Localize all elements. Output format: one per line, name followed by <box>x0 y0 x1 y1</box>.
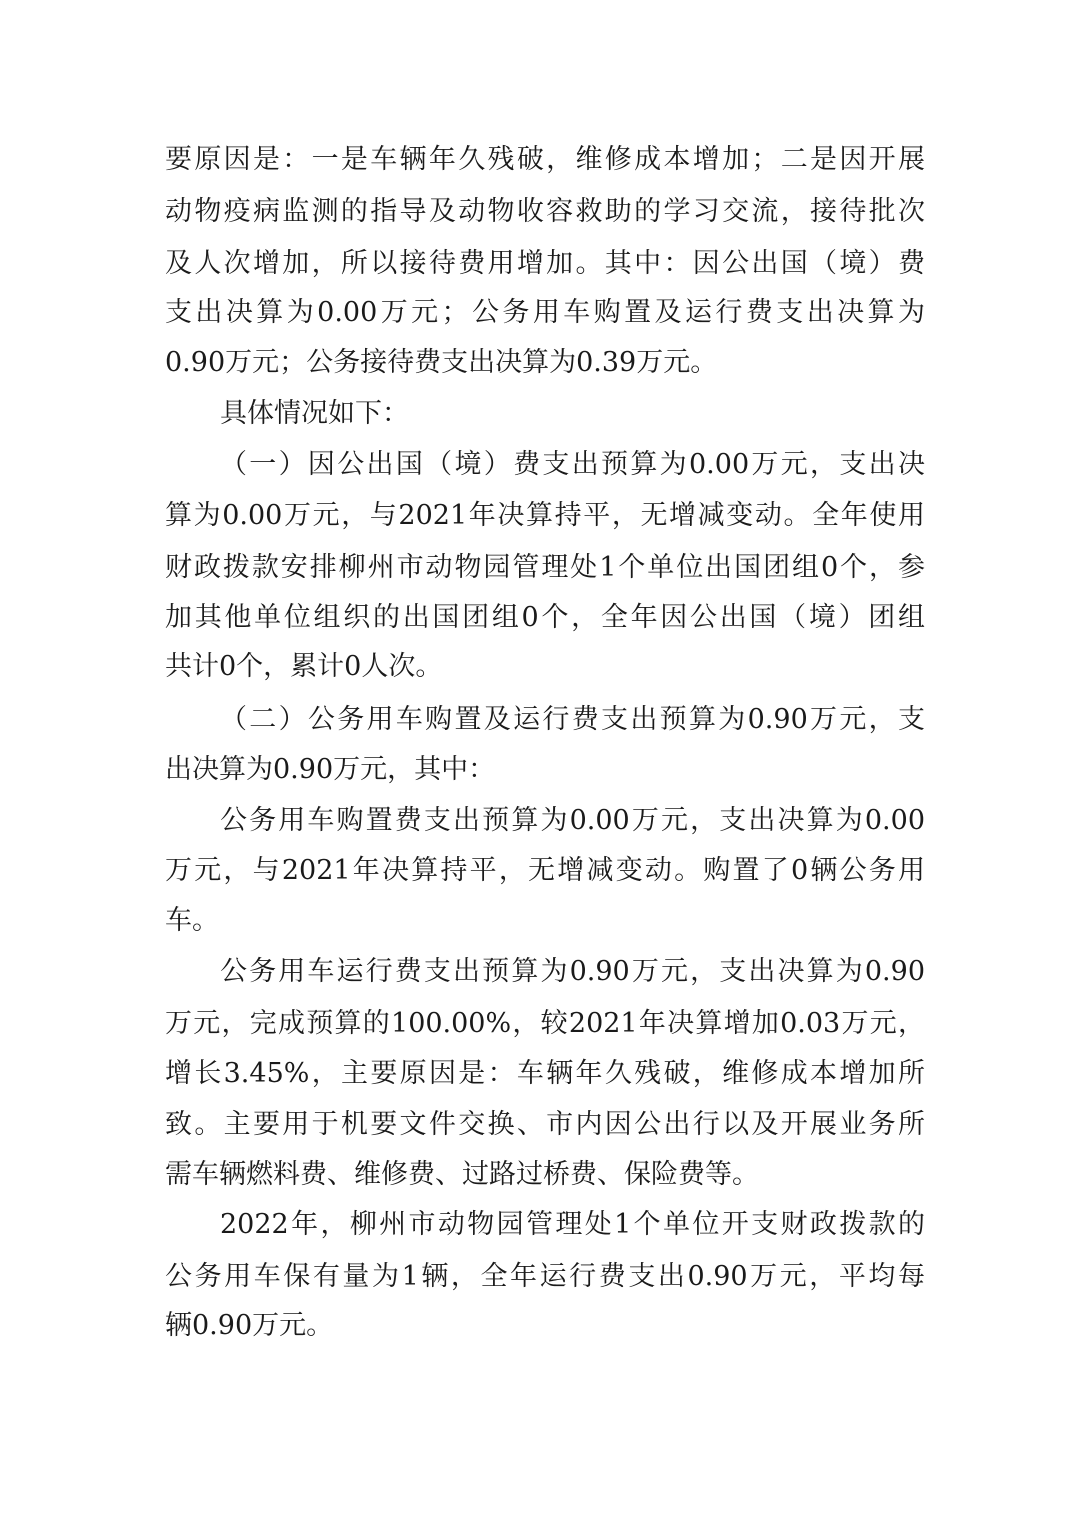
text-line: 辆0.90万元。 <box>165 1310 334 1341</box>
text-line: （一）因公出国（境）费支出预算为0.00万元，支出决 <box>220 449 925 480</box>
text-line: 公务用车购置费支出预算为0.00万元，支出决算为0.00 <box>220 805 925 836</box>
text-line: 公务用车运行费支出预算为0.90万元，支出决算为0.90 <box>220 956 925 987</box>
text-line: 具体情况如下： <box>220 398 409 429</box>
text-line: 2022年，柳州市动物园管理处1个单位开支财政拨款的 <box>220 1209 925 1240</box>
text-line: 加其他单位组织的出国团组0个，全年因公出国（境）团组 <box>165 602 925 633</box>
text-line: 万元，完成预算的100.00%，较2021年决算增加0.03万元， <box>165 1008 925 1039</box>
text-line: 动物疫病监测的指导及动物收容救助的学习交流，接待批次 <box>165 196 925 227</box>
text-line: 财政拨款安排柳州市动物园管理处1个单位出国团组0个，参 <box>165 552 925 583</box>
text-line: （二）公务用车购置及运行费支出预算为0.90万元，支 <box>220 704 925 735</box>
text-line: 致。主要用于机要文件交换、市内因公出行以及开展业务所 <box>165 1109 925 1140</box>
text-line: 共计0个，累计0人次。 <box>165 651 443 682</box>
text-line: 万元，与2021年决算持平，无增减变动。购置了0辆公务用 <box>165 855 925 886</box>
text-line: 算为0.00万元，与2021年决算持平，无增减变动。全年使用 <box>165 500 925 531</box>
text-line: 车。 <box>165 905 219 936</box>
text-line: 0.90万元；公务接待费支出决算为0.39万元。 <box>165 347 718 378</box>
text-line: 需车辆燃料费、维修费、过路过桥费、保险费等。 <box>165 1159 759 1190</box>
text-line: 要原因是：一是车辆年久残破，维修成本增加；二是因开展 <box>165 144 925 175</box>
text-line: 出决算为0.90万元，其中： <box>165 754 496 785</box>
text-line: 增长3.45%，主要原因是：车辆年久残破，维修成本增加所 <box>165 1058 925 1089</box>
text-line: 公务用车保有量为1辆，全年运行费支出0.90万元，平均每 <box>165 1261 925 1292</box>
text-line: 支出决算为0.00万元；公务用车购置及运行费支出决算为 <box>165 297 925 328</box>
text-line: 及人次增加，所以接待费用增加。其中：因公出国（境）费 <box>165 248 925 279</box>
